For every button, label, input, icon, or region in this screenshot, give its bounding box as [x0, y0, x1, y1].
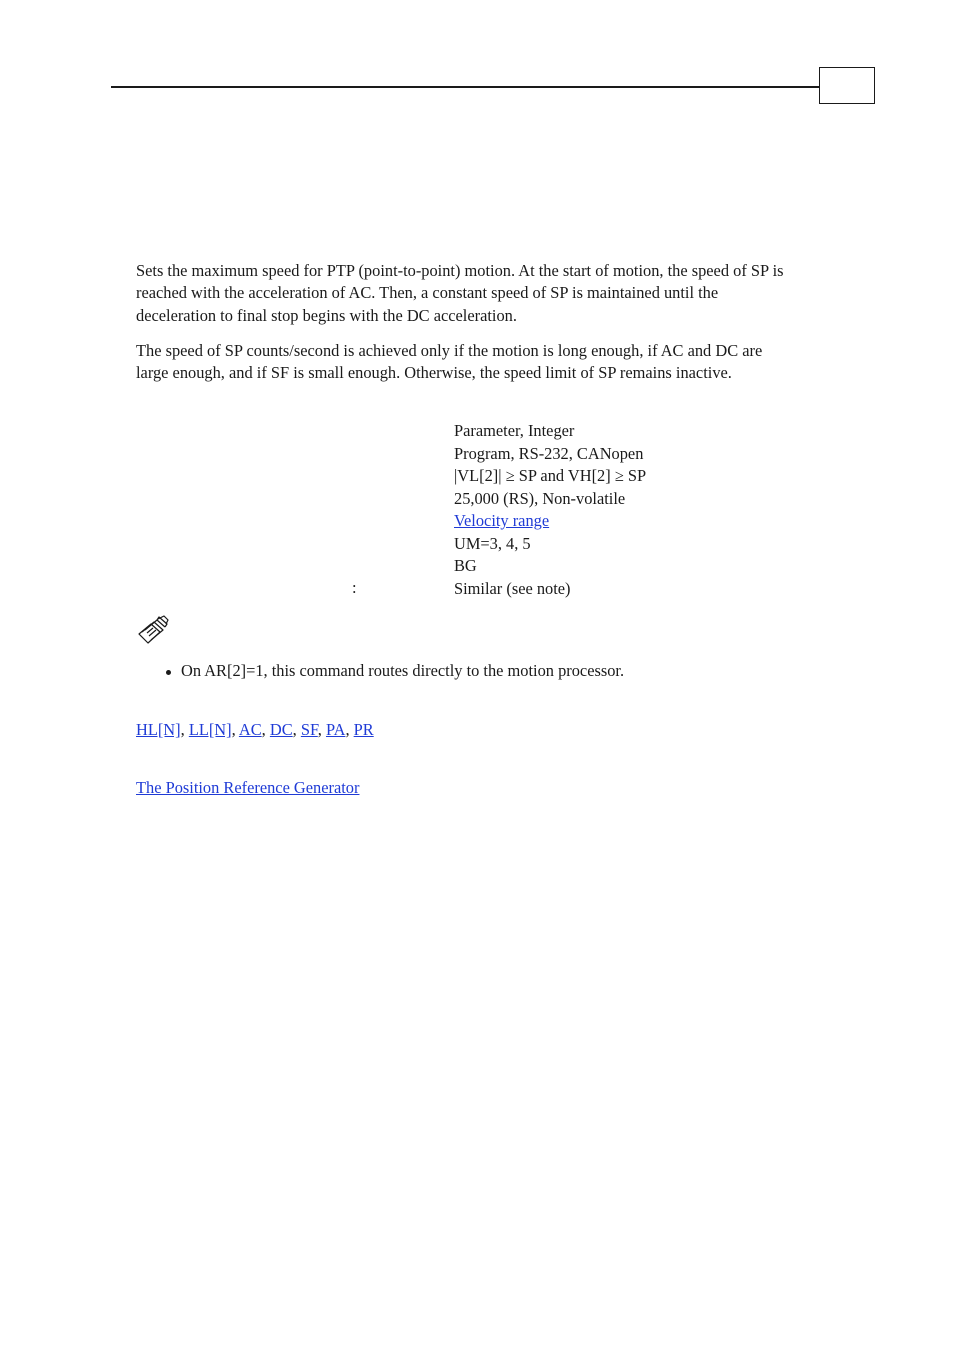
link-hl[interactable]: HL[N] [136, 720, 181, 739]
attribute-restrictions: |VL[2]| ≥ SP and VH[2] ≥ SP [454, 466, 647, 485]
position-reference-generator-link[interactable]: The Position Reference Generator [136, 778, 360, 797]
link-separator: , [345, 720, 354, 739]
attribute-type: Parameter, Integer [454, 421, 575, 440]
link-pr[interactable]: PR [353, 720, 374, 739]
attribute-compatibility: Similar (see note) [454, 578, 571, 598]
attribute-source: Program, RS-232, CANopen [454, 443, 644, 463]
link-ll[interactable]: LL[N] [188, 720, 232, 739]
link-sf[interactable]: SF [300, 720, 318, 739]
link-pa[interactable]: PA [325, 720, 346, 739]
velocity-range-link[interactable]: Velocity range [454, 511, 550, 530]
see-also-links [136, 719, 374, 742]
link-separator: , [292, 720, 301, 739]
attribute-unit-modes: UM=3, 4, 5 [454, 533, 531, 553]
reference-section [136, 777, 359, 800]
header-rule [111, 86, 819, 88]
page-number-box [819, 67, 875, 104]
bullet-icon [166, 670, 171, 675]
description-paragraph-1: Sets the maximum speed for PTP (point-to-point) motion. At the start of motion, the speed of SP is reached with the acceleration of AC. Then, a constant speed of SP is maintained until the deceleration to final stop begins with the DC acceleration. [136, 261, 784, 325]
attribute-activation: BG [454, 556, 477, 575]
link-separator: , [317, 720, 326, 739]
notes-list [164, 660, 624, 683]
link-ac[interactable]: AC [238, 720, 262, 739]
note-text: On AR[2]=1, this command routes directly to the motion processor. [181, 661, 625, 680]
compatibility-colon: : [352, 578, 357, 597]
attribute-values [454, 420, 794, 600]
list-item [164, 660, 624, 683]
attribute-range [454, 510, 794, 533]
attribute-default: 25,000 (RS), Non-volatile [454, 488, 626, 508]
link-dc[interactable]: DC [269, 720, 293, 739]
link-separator: , [231, 720, 239, 739]
link-separator: , [261, 720, 270, 739]
note-pad-icon [136, 614, 170, 648]
link-separator: , [180, 720, 189, 739]
description-paragraph-2: The speed of SP counts/second is achieved only if the motion is long enough, if AC and DC are large enough, and if SF is small enough. Otherwise, the speed limit of SP remains inactive. [136, 341, 763, 383]
